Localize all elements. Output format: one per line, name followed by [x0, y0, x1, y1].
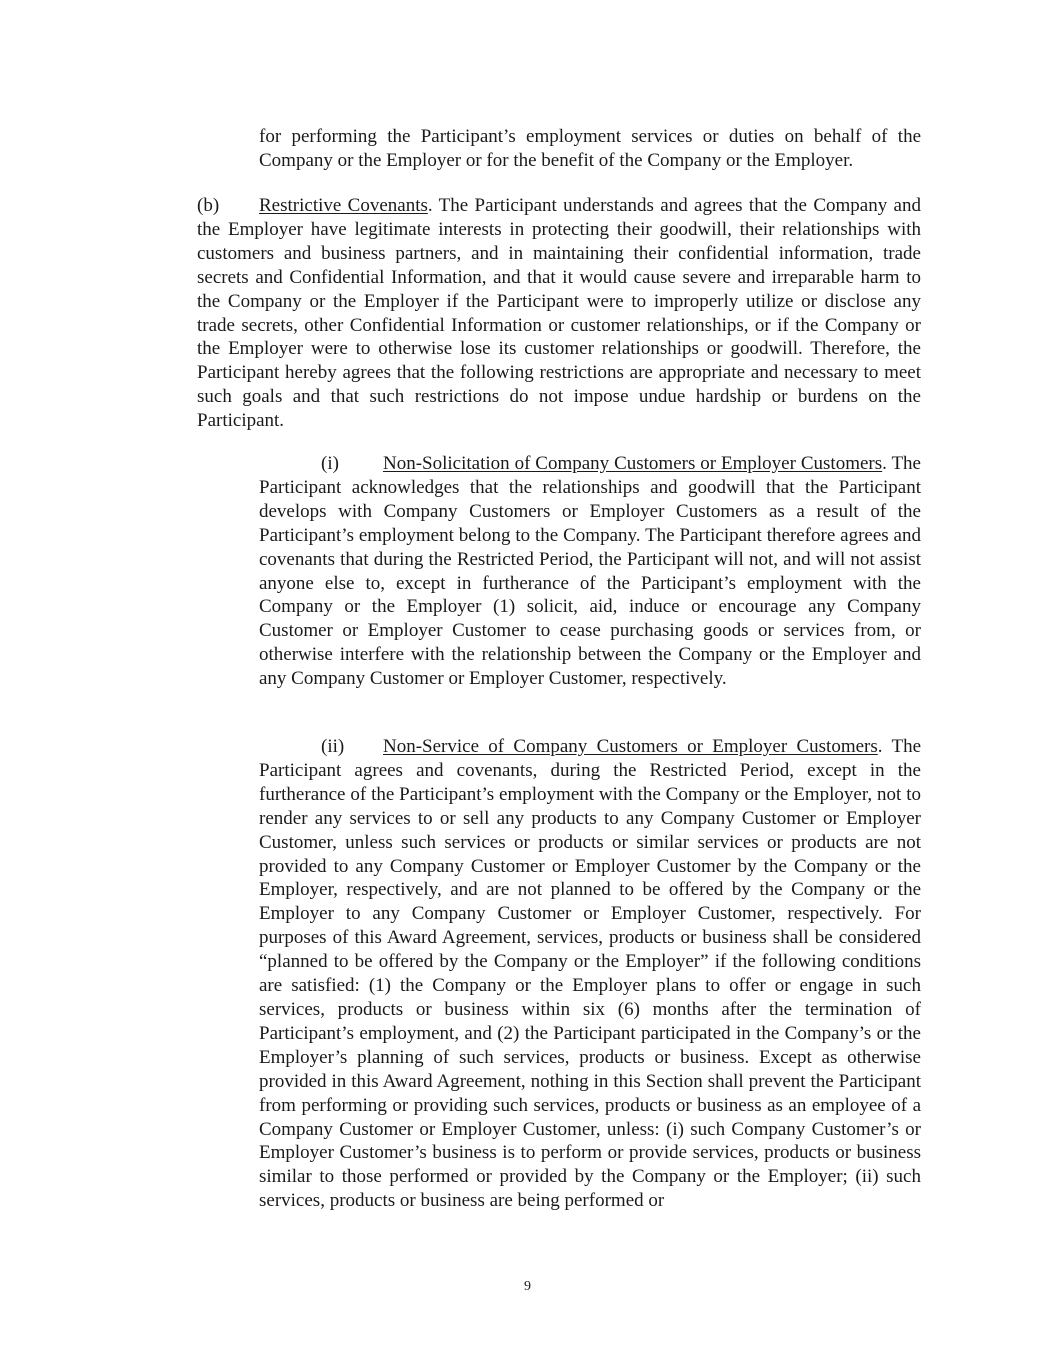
page-number: 9 [524, 1279, 531, 1294]
section-b-heading: Restrictive Covenants [259, 195, 428, 216]
continuation-paragraph [259, 125, 921, 173]
section-i-heading: Non-Solicitation of Company Customers or Employer Customers [383, 453, 883, 474]
section-ii-number: (ii) [321, 736, 345, 757]
section-ii-paragraph [259, 735, 921, 1213]
section-b-number: (b) [197, 195, 220, 216]
section-i-paragraph [259, 452, 921, 691]
section-b-paragraph [197, 194, 921, 433]
continuation-text: for performing the Participant’s employment services or duties on behalf of the Company or the Employer or for the benefit of the Company or the Employer. [259, 126, 921, 171]
section-i-number: (i) [321, 453, 339, 474]
section-ii-heading: Non-Service of Company Customers or Employer Customers [383, 736, 878, 757]
section-ii-body: . The Participant agrees and covenants, during the Restricted Period, except in the furtherance of the Participant’s employment with the Company or the Employer, not to render any services to or sell any products to any Company Customer or Employer Customer, unless such services or products or similar services or products are not provided to any Company Customer or Employer Customer by the Company or the Employer, respectively, and are not planned to be offered by the Company or the Employer to any Company Customer or Employer Customer, respectively. For purposes of this Award Agreement, services, products or business shall be considered “planned to be offered by the Company or the Employer” if the following conditions are satisfied: (1) the Company or the Employer plans to offer or engage in such services, products or business within six (6) months after the termination of Participant’s employment, and (2) the Participant participated in the Company’s or the Employer’s planning of such services, products or business. Except as otherwise provided in this Award Agreement, nothing in this Section shall prevent the Participant from performing or providing such services, products or business as an employee of a Company Customer or Employer Customer, unless: (i) such Company Customer’s or Employer Customer’s business is to perform or provide services, products or business similar to those performed or provided by the Company or the Employer; (ii) such services, products or business are being performed or [259, 736, 921, 1212]
section-b-body: . The Participant understands and agrees that the Company and the Employer have legitimate interests in protecting their goodwill, their relationships with customers and business partners, and in maintaining their confidential information, trade secrets and Confidential Information, and that it would cause severe and irreparable harm to the Company or the Employer if the Participant were to improperly utilize or disclose any trade secrets, other Confidential Information or customer relationships, or if the Company or the Employer were to otherwise lose its customer relationships or goodwill. Therefore, the Participant hereby agrees that the following restrictions are appropriate and necessary to meet such goals and that such restrictions do not impose undue hardship or burdens on the Participant. [197, 195, 921, 432]
section-i-body: . The Participant acknowledges that the relationships and goodwill that the Participant develops with Company Customers or Employer Customers as a result of the Participant’s employment belong to the Company. The Participant therefore agrees and covenants that during the Restricted Period, the Participant will not, and will not assist anyone else to, except in furtherance of the Participant’s employment with the Company or the Employer (1) solicit, aid, induce or encourage any Company Customer or Employer Customer to cease purchasing goods or services from, or otherwise interfere with the relationship between the Company or the Employer and any Company Customer or Employer Customer, respectively. [259, 453, 921, 690]
